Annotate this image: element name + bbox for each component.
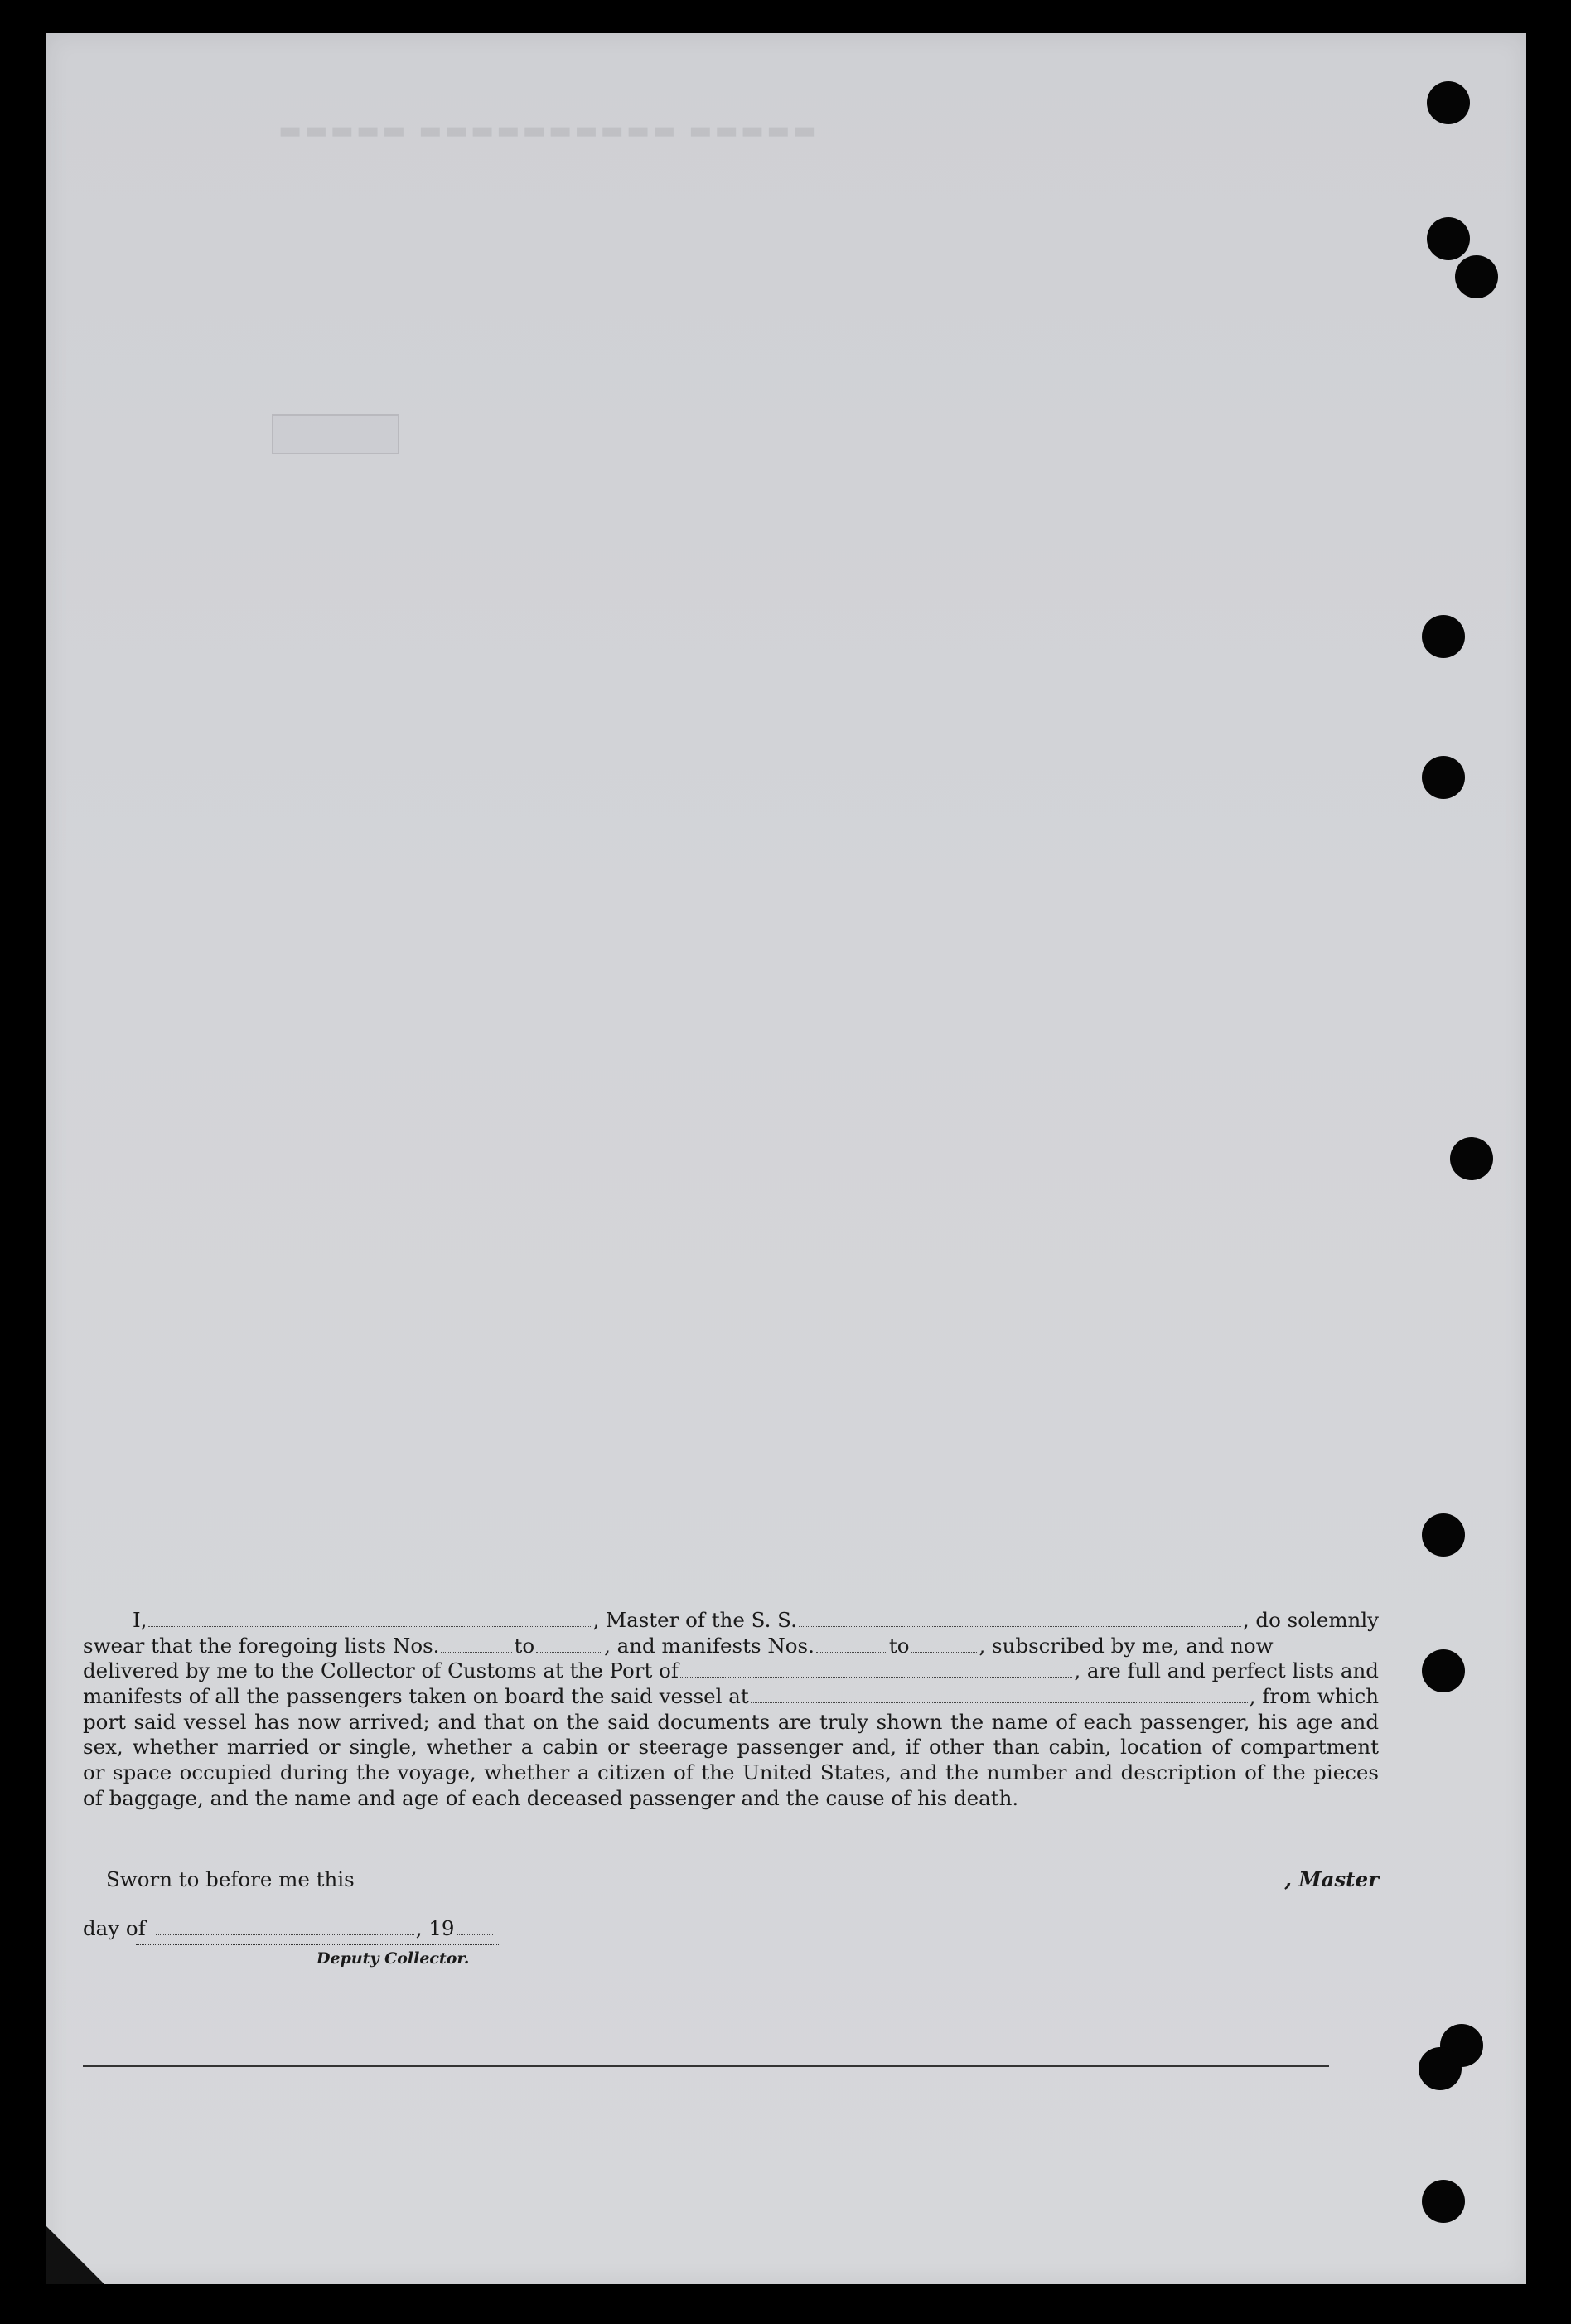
bottom-rule [83,2065,1329,2067]
blank-manifest-to[interactable] [911,1635,977,1653]
punch-hole [1422,1649,1465,1692]
blank-month[interactable] [156,1918,414,1935]
blank-boarding-port[interactable] [751,1686,1248,1703]
oath-text: to [514,1633,535,1658]
punch-hole [1419,2047,1462,2090]
oath-text: , Master of the S. S. [592,1608,797,1632]
punch-hole [1422,756,1465,799]
oath-text: , subscribed by me, and now [979,1633,1274,1658]
folded-corner [46,2226,104,2284]
oath-text: to [888,1633,910,1658]
blank-year[interactable] [457,1918,493,1935]
punch-hole [1455,255,1498,298]
blank-master-name[interactable] [148,1610,591,1627]
punch-hole [1450,1137,1493,1180]
blank-list-to[interactable] [536,1635,602,1653]
oath-line-2 [83,1634,1379,1659]
oath-line-1 [83,1608,1379,1634]
day-row [83,1916,495,1940]
oath-text: , do solemnly [1242,1608,1380,1632]
blank-master-signature-1[interactable] [842,1869,1034,1886]
oath-text: delivered by me to the Collector of Customs at the Port of [83,1658,679,1683]
oath-text: , are full and perfect lists and [1074,1658,1379,1683]
year-prefix-label: , 19 [415,1916,455,1940]
oath-line-4 [83,1684,1379,1710]
document-page [46,33,1526,2284]
oath-text: , from which [1249,1684,1379,1709]
sworn-label: Sworn to before me this [106,1867,355,1891]
oath-text: manifests of all the passengers taken on board the said vessel at [83,1684,749,1709]
deputy-collector-label: Deputy Collector. [317,1949,470,1968]
punch-hole [1422,615,1465,658]
oath-text: I, [133,1608,147,1632]
blank-ship-name[interactable] [799,1610,1241,1627]
oath-line-6 [83,1735,1379,1760]
punch-hole [1427,217,1470,260]
blank-list-from[interactable] [441,1635,512,1653]
oath-text: or space occupied during the voyage, whether a citizen of the United States, and the number and description of the pieces [83,1760,1379,1785]
oath-line-5 [83,1710,1379,1736]
faded-header-text: ▬▬▬▬▬ ▬▬▬▬▬▬▬▬▬▬ ▬▬▬▬▬ [278,116,819,145]
deputy-signature-line[interactable] [136,1944,500,1945]
oath-line-7 [83,1760,1379,1786]
punch-hole [1422,2180,1465,2223]
oath-line-3 [83,1658,1379,1684]
punch-hole [1427,81,1470,124]
oath-paragraph [83,1608,1379,1812]
oath-line-8 [83,1786,1379,1812]
oath-text: swear that the foregoing lists Nos. [83,1633,440,1658]
sworn-row [106,1867,1379,1891]
blank-port[interactable] [680,1661,1072,1678]
blank-manifest-from[interactable] [816,1635,887,1653]
oath-text: of baggage, and the name and age of each deceased passenger and the cause of his death. [83,1785,1019,1810]
blank-sworn-day[interactable] [361,1869,492,1886]
oath-text: sex, whether married or single, whether a cabin or steerage passenger and, if other than cabin, location of compartment [83,1735,1379,1760]
oath-text: port said vessel has now arrived; and that on the said documents are truly shown the name of each passenger, his age and [83,1709,1379,1734]
oath-text: , and manifests Nos. [604,1633,815,1658]
punch-hole [1422,1513,1465,1557]
faded-stamp-box [272,414,399,454]
master-label: , Master [1284,1867,1379,1891]
day-of-label: day of [83,1916,146,1940]
blank-master-signature-2[interactable] [1041,1869,1283,1886]
